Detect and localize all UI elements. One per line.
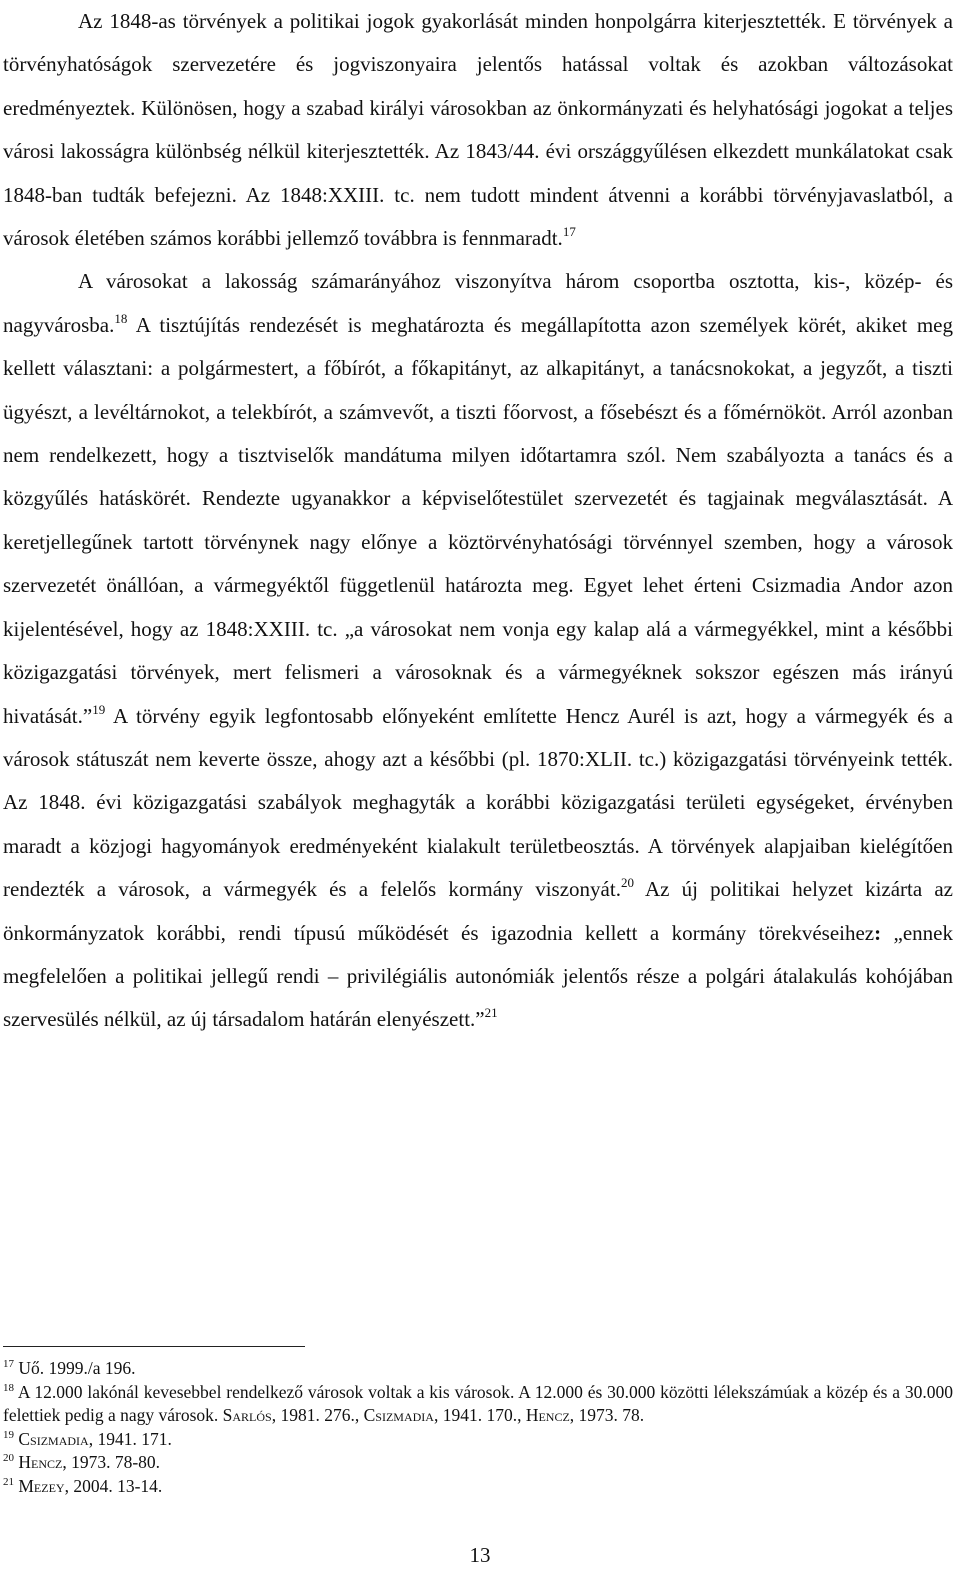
- footnote-number: 17: [3, 1358, 14, 1370]
- paragraph-2: [3, 260, 953, 1041]
- footnote-text: , 1973. 78-80.: [62, 1452, 161, 1473]
- footnote-text: Uő. 1999./a 196.: [18, 1358, 136, 1378]
- paragraph-text: Az 1848-as törvények a politikai jogok gyakorlását minden honpolgárra kiterjesztették. E törvények a törvényhatóságok szervezetére és jogviszonyaira jelentős hatással voltak és azokban változásokat eredményeztek. Különösen, hogy a szabad királyi városokban az önkormányzati és helyhatósági jogokat a teljes városi lakosságra különbség nélkül kiterjesztették. Az 1843/44. évi országgyűlésen elkezdett munkálatokat csak 1848-ban tudták befejezni. Az 1848:XXIII. tc. nem tudott mindent átvenni a korábbi törvényjavaslatból, a városok életében számos korábbi jellemző továbbra is fennmaradt.: [3, 9, 953, 251]
- footnote-ref[interactable]: 19: [92, 701, 106, 717]
- paragraph-1: [3, 0, 953, 260]
- footnote-text: , 1941. 171.: [88, 1428, 172, 1449]
- footnote-number: 19: [3, 1428, 14, 1441]
- footnotes-section: [3, 1357, 953, 1499]
- footnote-21: [3, 1475, 953, 1499]
- author-name: Csizmadia: [363, 1405, 434, 1426]
- footnote-ref[interactable]: 17: [562, 224, 576, 240]
- footnote-text: A 12.000 lakónál kevesebbel rendelkező városok voltak a kis városok. A 12.000 és 30.000 közötti lélekszámúak a közép és a 30.000 felettiek pedig a nagy városok.: [3, 1381, 953, 1426]
- footnote-ref[interactable]: 21: [484, 1005, 498, 1021]
- paragraph-text: A törvény egyik legfontosabb előnyeként említette Hencz Aurél is azt, hogy a vármegyék és a városok státuszát nem keverte össze, ahogy azt a későbbi (pl. 1870:XLII. tc.) közigazgatási törvényeink tették. Az 1848. évi közigazgatási szabályok meghagyták a korábbi közigazgatási területi egységeket, érvényben maradt a közjogi hagyományok eredményeként kialakult területbeosztás. A törvények alapjaiban kielégítően rendezték a városok, a vármegyék és a felelős kormány viszonyát.: [3, 703, 953, 902]
- author-name: Hencz: [18, 1452, 63, 1473]
- footnote-19: [3, 1428, 953, 1452]
- footnote-number: 21: [3, 1475, 14, 1488]
- footnote-text: , 1941. 170.,: [433, 1405, 526, 1426]
- author-name: Hencz: [525, 1405, 570, 1426]
- footnote-18: [3, 1381, 953, 1428]
- footnote-separator: [3, 1346, 305, 1347]
- footnote-17: [3, 1357, 953, 1381]
- paragraph-text: „ennek megfelelően a politikai jellegű rendi – privilégiális autonómiák jelentős része a polgári átalakulás kohójában szervesülés nélkül, az új társadalom határán elenyészett.”: [3, 920, 953, 1032]
- footnote-text: , 2004. 13-14.: [64, 1475, 163, 1496]
- page-number: 13: [469, 1543, 491, 1567]
- footnote-number: 20: [3, 1452, 14, 1465]
- footnote-ref[interactable]: 18: [114, 310, 128, 326]
- paragraph-text: Az új politikai helyzet kizárta az önkormányzatok korábbi, rendi típusú működését és igazodnia kellett a kormány törekvéseihez: [3, 877, 953, 945]
- footnote-number: 18: [3, 1381, 14, 1394]
- author-name: Sarlós: [222, 1405, 272, 1426]
- footnote-text: , 1981. 276.,: [271, 1405, 364, 1426]
- footnote-ref[interactable]: 20: [620, 875, 634, 891]
- bold-colon: :: [874, 920, 882, 945]
- footnote-text: , 1973. 78.: [569, 1405, 645, 1426]
- footnote-20: [3, 1451, 953, 1475]
- document-body: [3, 0, 953, 1042]
- paragraph-text: A tisztújítás rendezését is meghatározta és megállapította azon személyek körét, akiket meg kellett választani: a polgármestert, a főbírót, a főkapitányt, az alkapitányt, a tanácsnokokat, a jegyzőt, a tiszti ügyészt, a levéltárnokot, a telekbírót, a számvevőt, a tiszti főorvost, a fősebészt és a főmérnököt. Arról azonban nem rendelkezett, hogy a tisztviselők mandátuma milyen időtartamra szól. Nem szabályozta a tanács és a közgyűlés hatáskörét. Rendezte ugyanakkor a képviselőtestület szervezetét és tagjainak megválasztását. A keretjellegűnek tartott törvénynek nagy előnye a köztörvényhatósági törvénnyel szemben, hogy a városok szervezetét önállóan, a vármegyéktől függetlenül határozta meg. Egyet lehet érteni Csizmadia Andor azon kijelentésével, hogy az 1848:XXIII. tc. „a városokat nem vonja egy kalap alá a vármegyékkel, mint a későbbi közigazgatási törvények, mert felismeri a városoknak és a vármegyéknek sokszor egészen más irányú hivatását.”: [3, 312, 953, 728]
- author-name: Mezey: [18, 1475, 65, 1496]
- author-name: Csizmadia: [18, 1428, 89, 1449]
- paragraph-text: A városokat a lakosság számarányához viszonyítva három csoportba osztotta, kis-, közép- és nagyvárosba.: [3, 269, 953, 337]
